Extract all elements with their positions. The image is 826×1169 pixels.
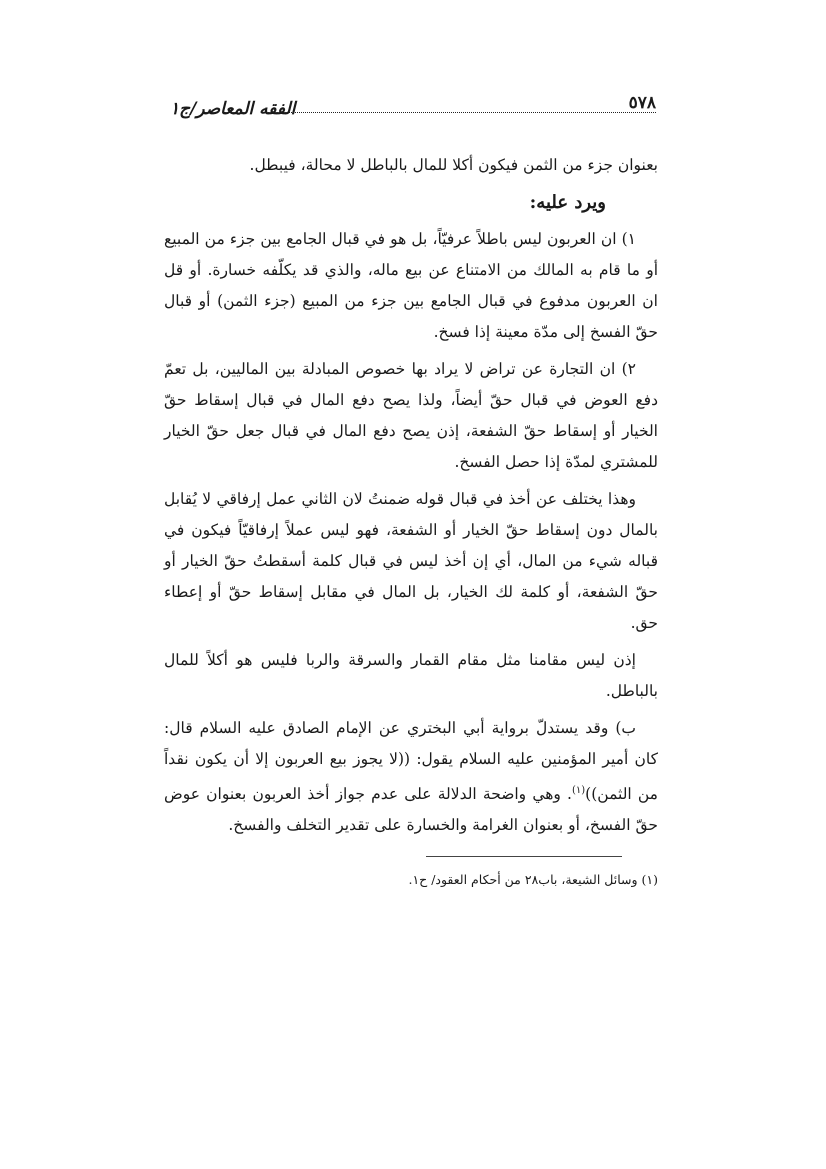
main-text: [164, 150, 658, 847]
footnote: (١) وسائل الشيعة، باب٢٨ من أحكام العقود/ ح١.: [408, 872, 658, 887]
running-title: الفقه المعاصر/ج١: [170, 99, 296, 119]
page-number: ٥٧٨: [628, 93, 656, 113]
paragraph-1: ١) ان العربون ليس باطلاً عرفيّاً، بل هو في قبال الجامع بين جزء من المبيع أو ما قام به المالك من الامتناع عن بيع ماله، والذي قد يكلّفه خسارة. أو قل ان العربون مدفوع في قبال الجامع بين جزء من المبيع (جزء الثمن) أو قبال حقّ الفسخ إلى مدّة معينة إذا فسخ.: [164, 230, 658, 341]
section-heading: ويرد عليه:: [529, 192, 606, 213]
footnote-separator: [426, 856, 622, 857]
paragraph-intro: بعنوان جزء من الثمن فيكون أكلا للمال بالباطل لا محالة، فيبطل.: [249, 156, 658, 174]
paragraph-5: [164, 713, 658, 841]
header-dotted-leader: [288, 110, 656, 113]
paragraph-3: وهذا يختلف عن أخذ في قبال قوله ضمنتُ لان الثاني عمل إرفاقي لا يُقابل بالمال دون إسقاط حقّ الخيار أو الشفعة، فهو ليس عملاً إرفاقيّاً فيكون في قباله شيء من المال، أي إن أخذ ليس في قبال كلمة أسقطتُ حقّ الخيار أو حقّ الشفعة، أو كلمة لك الخيار، بل المال في مقابل إسقاط حقّ أو إعطاء حق.: [164, 490, 658, 632]
footnote-reference: (١): [571, 785, 586, 796]
paragraph-2: ٢) ان التجارة عن تراض لا يراد بها خصوص المبادلة بين الماليين، بل تعمّ دفع العوض في قبال حقّ أيضاً، ولذا يصح دفع المال في قبال إسقاط حقّ الخيار أو إسقاط حقّ الشفعة، إذن يصح دفع المال في قبال جعل حقّ الخيار للمشتري لمدّة إذا حصل الفسخ.: [164, 360, 658, 471]
paragraph-5-part-b: . وهي واضحة الدلالة على عدم جواز أخذ العربون بعنوان عوض حقّ الفسخ، أو بعنوان الغرامة والخسارة على تقدير التخلف والفسخ.: [164, 785, 658, 835]
paragraph-4: إذن ليس مقامنا مثل مقام القمار والسرقة والربا فليس هو أكلاً للمال بالباطل.: [164, 651, 658, 700]
page-header: [170, 93, 656, 125]
paragraph-5-part-a: ب) وقد يستدلّ برواية أبي البختري عن الإمام الصادق عليه السلام قال: كان أمير المؤمنين عليه السلام يقول: ((لا يجوز بيع العربون إلا أن يكون نقداً من الثمن)): [164, 719, 658, 804]
